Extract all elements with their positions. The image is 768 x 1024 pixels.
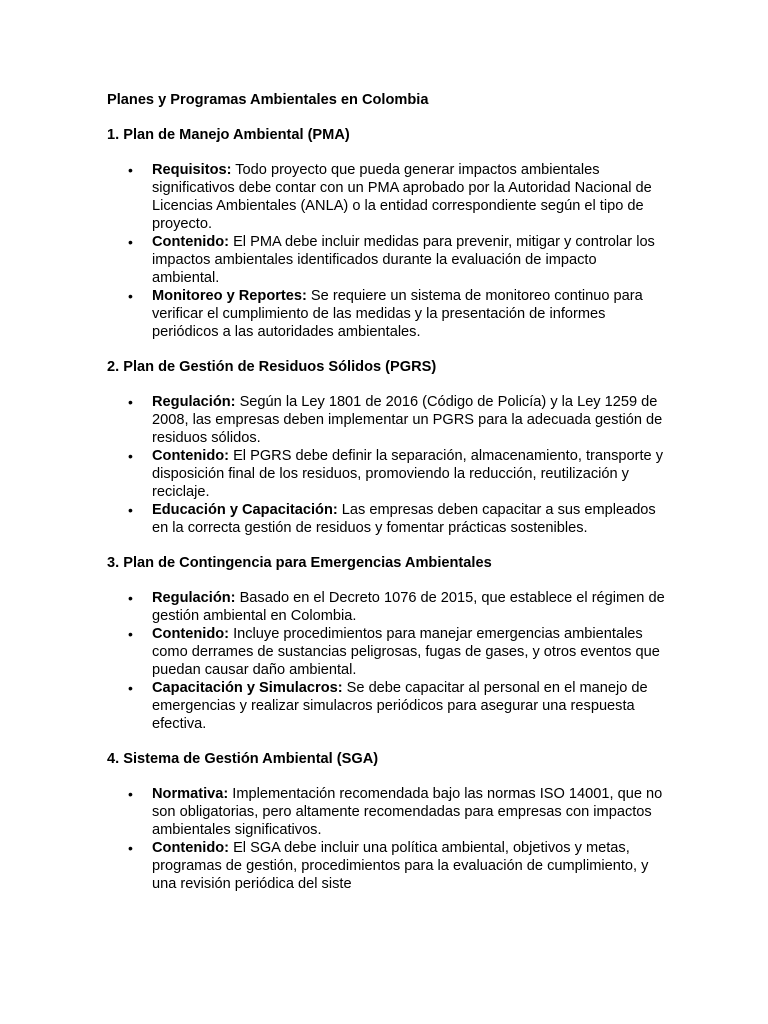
item-text: Se requiere un sistema de monitoreo continuo para verificar el cumplimiento de las medidas y la presentación de informes periódicos a las autoridades ambientales. [152, 288, 643, 340]
bullet-icon: • [128, 626, 133, 642]
bullet-icon: • [128, 162, 133, 178]
list-item [107, 839, 667, 893]
bullet-icon: • [128, 234, 133, 250]
item-text: El PGRS debe definir la separación, almacenamiento, transporte y disposición final de los residuos, promoviendo la reducción, reutilización y reciclaje. [152, 448, 664, 500]
item-term: Monitoreo y Reportes: [152, 288, 307, 304]
section-heading: 1. Plan de Manejo Ambiental (PMA) [107, 127, 350, 143]
bullet-list [107, 393, 667, 537]
item-text: Implementación recomendada bajo las normas ISO 14001, que no son obligatorias, pero altamente recomendadas para empresas con impactos ambientales significativos. [152, 786, 663, 838]
bullet-list [107, 161, 667, 341]
list-item [107, 161, 667, 233]
bullet-list [107, 785, 667, 893]
item-text: El SGA debe incluir una política ambiental, objetivos y metas, programas de gestión, procedimientos para la evaluación de cumplimiento, y una revisión periódica del siste [152, 840, 649, 892]
item-term: Educación y Capacitación: [152, 502, 338, 518]
item-text: Incluye procedimientos para manejar emergencias ambientales como derrames de sustancias peligrosas, fugas de gases, y otros eventos que puedan causar daño ambiental. [152, 626, 660, 678]
item-term: Capacitación y Simulacros: [152, 680, 343, 696]
item-term: Normativa: [152, 786, 229, 802]
list-item [107, 287, 667, 341]
document-title: Planes y Programas Ambientales en Colombia [107, 92, 429, 108]
item-term: Regulación: [152, 590, 236, 606]
item-term: Regulación: [152, 394, 236, 410]
section-heading: 3. Plan de Contingencia para Emergencias Ambientales [107, 555, 492, 571]
bullet-icon: • [128, 786, 133, 802]
section-heading: 2. Plan de Gestión de Residuos Sólidos (PGRS) [107, 359, 437, 375]
bullet-icon: • [128, 590, 133, 606]
bullet-list [107, 589, 667, 733]
item-text: Basado en el Decreto 1076 de 2015, que establece el régimen de gestión ambiental en Colombia. [152, 590, 665, 624]
bullet-icon: • [128, 394, 133, 410]
section-heading: 4. Sistema de Gestión Ambiental (SGA) [107, 751, 379, 767]
item-term: Contenido: [152, 234, 230, 250]
bullet-icon: • [128, 448, 133, 464]
bullet-icon: • [128, 840, 133, 856]
item-term: Contenido: [152, 626, 230, 642]
item-text: El PMA debe incluir medidas para prevenir, mitigar y controlar los impactos ambientales identificados durante la evaluación de impacto ambiental. [152, 234, 655, 286]
list-item [107, 501, 667, 537]
item-term: Contenido: [152, 840, 230, 856]
bullet-icon: • [128, 288, 133, 304]
list-item [107, 679, 667, 733]
document-page [107, 91, 667, 893]
list-item [107, 589, 667, 625]
list-item [107, 233, 667, 287]
item-text: Se debe capacitar al personal en el manejo de emergencias y realizar simulacros periódicos para asegurar una respuesta efectiva. [152, 680, 648, 732]
bullet-icon: • [128, 680, 133, 696]
item-term: Requisitos: [152, 162, 232, 178]
item-term: Contenido: [152, 448, 230, 464]
item-text: Todo proyecto que pueda generar impactos ambientales significativos debe contar con un PMA aprobado por la Autoridad Nacional de Licencias Ambientales (ANLA) o la entidad correspondiente según el tipo de proyecto. [152, 162, 652, 232]
list-item [107, 625, 667, 679]
bullet-icon: • [128, 502, 133, 518]
list-item [107, 447, 667, 501]
list-item [107, 393, 667, 447]
item-text: Según la Ley 1801 de 2016 (Código de Policía) y la Ley 1259 de 2008, las empresas deben implementar un PGRS para la adecuada gestión de residuos sólidos. [152, 394, 663, 446]
item-text: Las empresas deben capacitar a sus empleados en la correcta gestión de residuos y fomentar prácticas sostenibles. [152, 502, 656, 536]
list-item [107, 785, 667, 839]
